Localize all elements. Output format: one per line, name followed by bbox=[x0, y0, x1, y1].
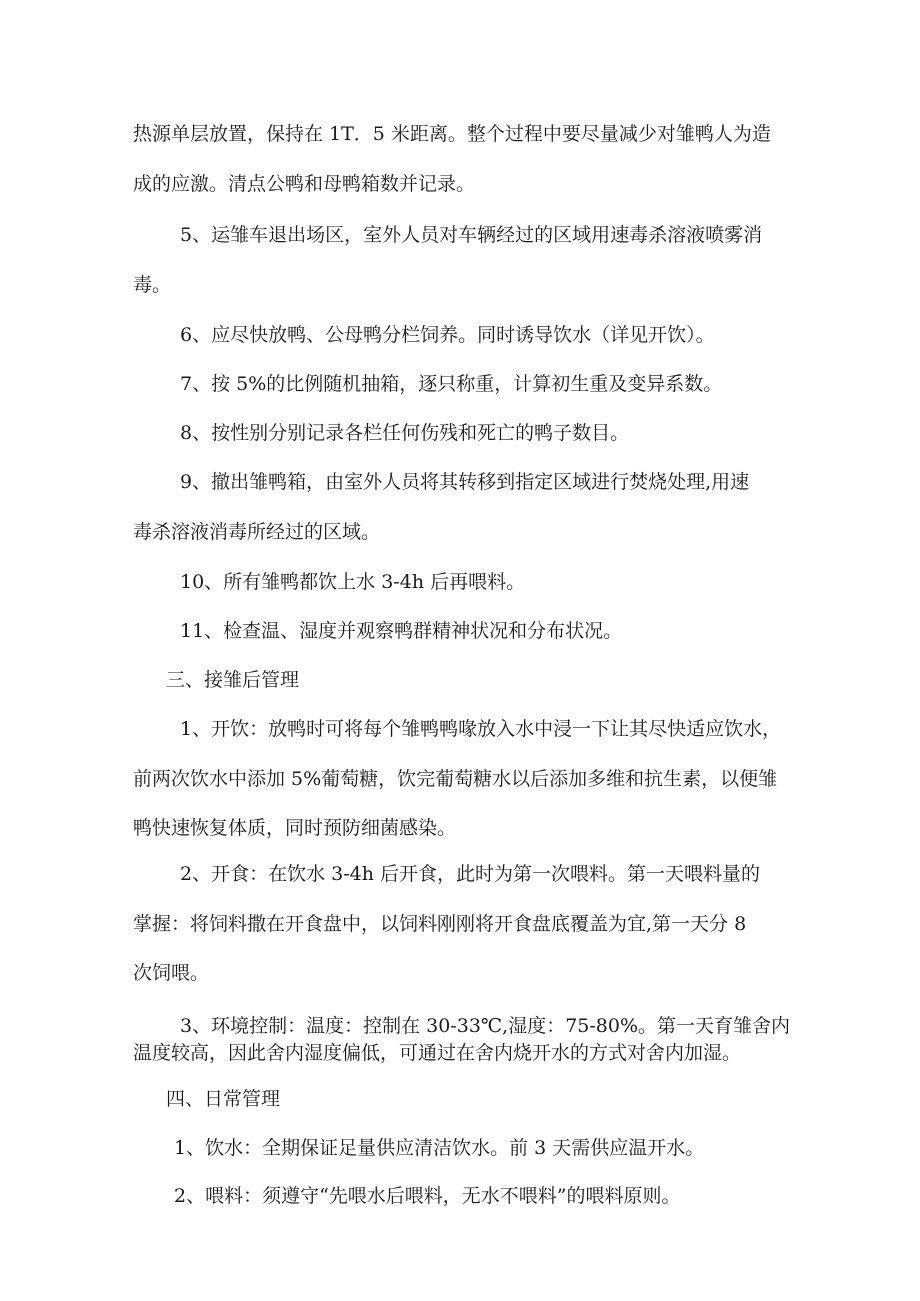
paragraph-line: 次饲喂。 bbox=[133, 962, 210, 984]
list-item-9-line: 毒杀溶液消毒所经过的区域。 bbox=[133, 521, 381, 543]
paragraph-line: 温度较高，因此舍内湿度偏低，可通过在舍内烧开水的方式对舍内加湿。 bbox=[133, 1042, 742, 1064]
list-item-6: 6、应尽快放鸭、公母鸭分栏饲养。同时诱导饮水（详见开饮）。 bbox=[180, 324, 715, 346]
paragraph-line: 1、开饮：放鸭时可将每个雏鸭鸭喙放入水中浸一下让其尽快适应饮水， bbox=[180, 718, 782, 740]
paragraph-line: 2、开食：在饮水 3-4h 后开食，此时为第一次喂料。第一天喂料量的 bbox=[180, 863, 761, 885]
list-item-5-line: 毒。 bbox=[133, 274, 172, 296]
paragraph-line: 3、环境控制：温度：控制在 30-33℃,湿度：75-80%。第一天育雏舍内 bbox=[180, 1015, 791, 1037]
list-item-11: 11、检查温、湿度并观察鸭群精神状况和分布状况。 bbox=[180, 620, 623, 642]
list-item-7: 7、按 5%的比例随机抽箱，逐只称重，计算初生重及变异系数。 bbox=[180, 373, 723, 395]
section-heading-3: 三、接雏后管理 bbox=[166, 669, 300, 691]
text-line: 热源单层放置，保持在 1T．5 米距离。整个过程中要尽量减少对雏鸭人为造 bbox=[133, 123, 771, 145]
text-line: 成的应激。清点公鸭和母鸭箱数并记录。 bbox=[133, 173, 476, 195]
paragraph-line: 2、喂料：须遵守“先喂水后喂料，无水不喂料”的喂料原则。 bbox=[174, 1185, 681, 1207]
paragraph-line: 前两次饮水中添加 5%葡萄糖，饮完葡萄糖水以后添加多维和抗生素，以便雏 bbox=[133, 768, 778, 790]
section-heading-4: 四、日常管理 bbox=[166, 1088, 281, 1110]
list-item-5-line: 5、运雏车退出场区，室外人员对车辆经过的区域用速毒杀溶液喷雾消 bbox=[180, 224, 763, 246]
paragraph-line: 鸭快速恢复体质，同时预防细菌感染。 bbox=[133, 817, 457, 839]
list-item-9-line: 9、撤出雏鸭箱，由室外人员将其转移到指定区域进行焚烧处理,用速 bbox=[180, 471, 750, 493]
list-item-8: 8、按性别分别记录各栏任何伤残和死亡的鸭子数目。 bbox=[180, 422, 630, 444]
list-item-10: 10、所有雏鸭都饮上水 3-4h 后再喂料。 bbox=[180, 571, 526, 593]
paragraph-line: 掌握：将饲料撒在开食盘中，以饲料刚刚将开食盘底覆盖为宜,第一天分 8 bbox=[133, 913, 747, 935]
paragraph-line: 1、饮水：全期保证足量供应清洁饮水。前 3 天需供应温开水。 bbox=[174, 1137, 705, 1159]
